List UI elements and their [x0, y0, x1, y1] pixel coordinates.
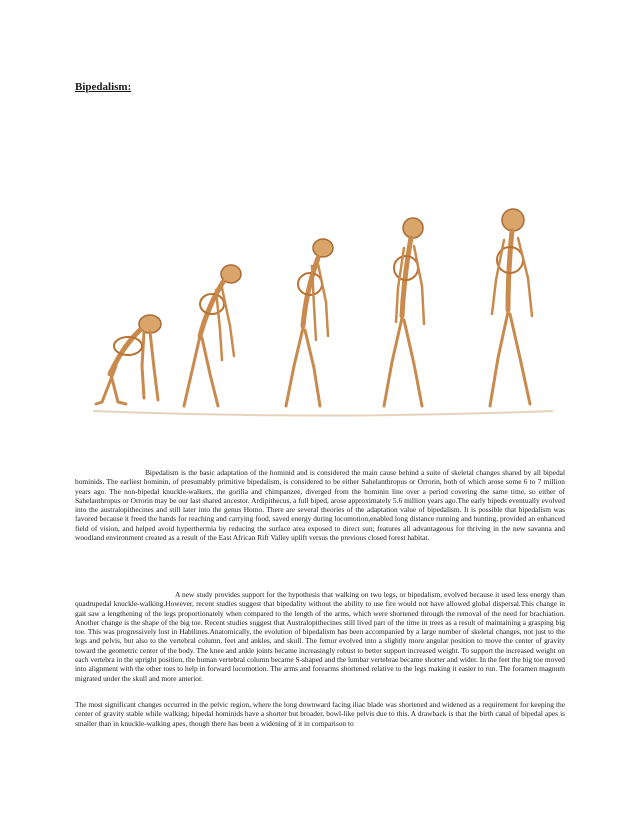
skeleton-stage-4 [384, 218, 424, 406]
section-heading: Bipedalism: [75, 81, 132, 93]
skeleton-stage-1 [96, 315, 161, 404]
figure-shadow [93, 411, 553, 416]
paragraph-3: The most significant changes occurred in the pelvic region, where the long downward facing iliac blade was shortened and widened as a requirement for keeping the center of gravity stable while walking; bipedal hominids have a shorter but broader, bowl-like pelvis due to this. A drawback is that the birth canal of bipedal apes is smaller than in knuckle-walking apes, though there has been a widening of it in comparison to [75, 700, 565, 728]
skeleton-stage-3 [286, 239, 333, 406]
paragraph-1: Bipedalism is the basic adaptation of the hominid and is considered the main cause behind a suite of skeletal changes shared by all bipedal hominids. The earliest hominin, of presumably primitive bipedalism, is considered to be either Sahelanthropus or Orrorin, both of which arose some 6 to 7 million years ago. The non-bipedal knuckle-walkers, the gorilla and chimpanzee, diverged from the hominin line over a period covering the same time, so either of Sahelanthropus or Orrorin may be our last shared ancestor. Ardipithecus, a full biped, arose approximately 5.6 million years ago.The early bipeds eventually evolved into the australopithecines and still later into the genus Homo. There are several theories of the adaptation value of bipedalism. It is possible that bipedalism was favored because it freed the hands for reaching and carrying food, saved energy during locomotion,enabled long distance running and hunting, provided an enhanced field of vision, and helped avoid hyperthermia by reducing the surface area exposed to direct sun; features all advantageous for thriving in the new savanna and woodland environment created as a result of the East African Rift Valley uplift versus the previous closed forest habitat. [75, 468, 565, 543]
skeleton-evolution-figure [88, 206, 558, 426]
skeleton-stage-2 [184, 265, 241, 406]
paragraph-2: A new study provides support for the hypothesis that walking on two legs, or bipedalism, evolved because it used less energy than quadrupedal knuckle-walking.However, recent studies suggest that bipedality without the ability to use fire would not have allowed global dispersal.This change in gait saw a lengthening of the legs proportionately when compared to the length of the arms, which were shortened through the removal of the need for brachiation. Another change is the shape of the big toe. Recent studies suggest that Australopithecines still lived part of the time in trees as a result of maintaining a grasping big toe. This was progressively lost in Habilines.Anatomically, the evolution of bipedalism has been accompanied by a large number of skeletal changes, not just to the legs and pelvis, but also to the vertebral column, feet and ankles, and skull. The femur evolved into a slightly more angular position to move the center of gravity toward the geometric center of the body. The knee and ankle joints became increasingly robust to better support increased weight. To support the increased weight on each vertebra in the upright position, the human vertebral column became S-shaped and the lumbar vertebrae became shorter and wider. In the feet the big toe moved into alignment with the other toes to help in forward locomotion. The arms and forearms shortened relative to the legs making it easier to run. The foramen magnum migrated under the skull and more anterior. [75, 590, 565, 683]
skeleton-stage-5 [490, 209, 532, 406]
